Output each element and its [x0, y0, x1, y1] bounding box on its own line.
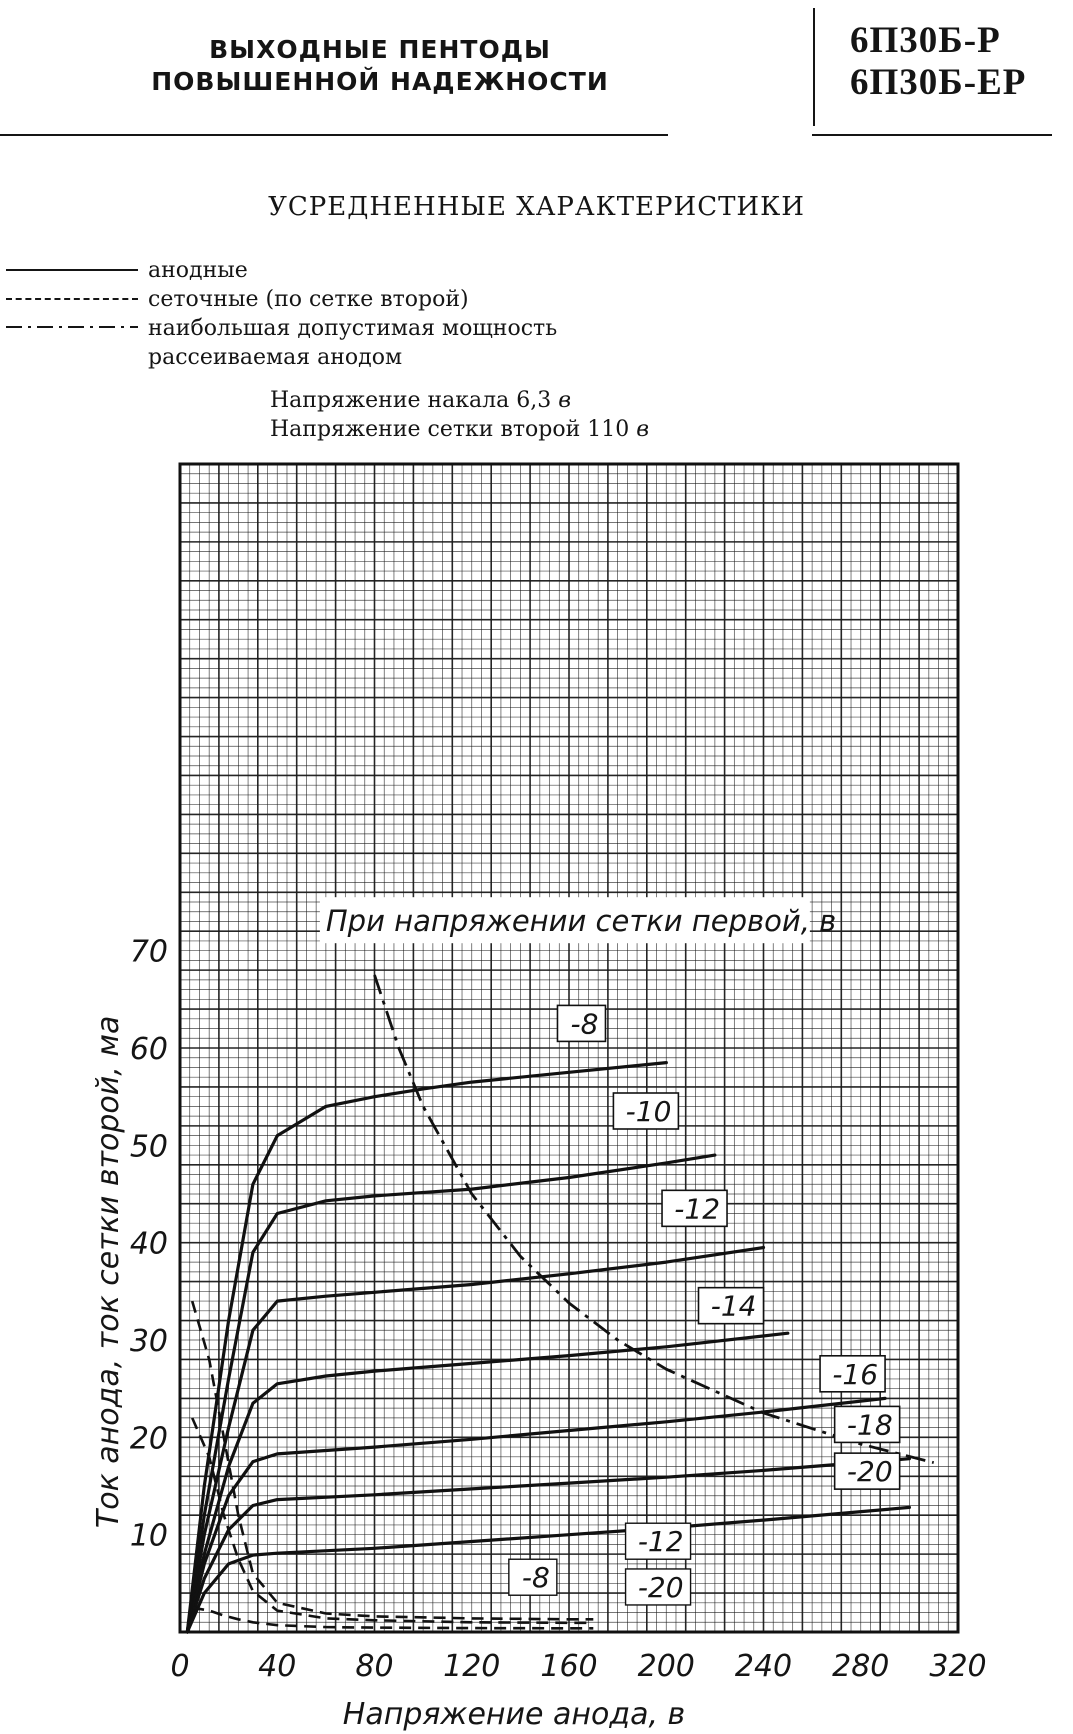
model-2: 6П30Б-ЕР	[850, 62, 1027, 103]
header-rule-right	[812, 134, 1052, 136]
screen-grid-curve-label: -8	[521, 1561, 550, 1595]
anode-curve	[187, 1459, 909, 1632]
legend-solid-sample	[6, 269, 138, 271]
characteristics-chart	[0, 440, 1073, 1734]
anode-curves	[187, 1063, 909, 1632]
screen-grid-voltage-unit: в	[636, 417, 650, 442]
y-tick-label: 50	[129, 1129, 168, 1165]
y-tick-label: 20	[129, 1421, 168, 1457]
header-divider	[813, 8, 815, 126]
anode-curve-label: -8	[570, 1007, 599, 1041]
legend-dashdot-sample	[6, 325, 138, 329]
legend-label-anode: анодные	[148, 258, 248, 283]
annotation-text: При напряжении сетки первой, в	[325, 904, 837, 939]
heater-voltage	[270, 386, 649, 415]
anode-curve-label: -18	[846, 1408, 893, 1442]
anode-curve-label: -14	[710, 1289, 757, 1323]
legend-label-max-power-cont: рассеиваемая анодом	[148, 345, 403, 370]
x-tick-label: 160	[540, 1649, 598, 1684]
header-title-line1: ВЫХОДНЫЕ ПЕНТОДЫ	[209, 35, 551, 64]
screen-grid-curve-label: -20	[637, 1570, 684, 1604]
y-axis-title: Ток анода, ток сетки второй, ма	[91, 1015, 126, 1529]
heater-voltage-text: Напряжение накала 6,3	[270, 388, 552, 413]
header-rule-left	[0, 134, 668, 136]
y-tick-label: 10	[129, 1518, 168, 1554]
header-title-line2: ПОВЫШЕННОЙ НАДЕЖНОСТИ	[151, 67, 609, 96]
subtitle: УСРЕДНЕННЫЕ ХАРАКТЕРИСТИКИ	[268, 192, 805, 222]
x-axis-title: Напряжение анода, в	[342, 1697, 686, 1732]
legend-label-screen-grid: сеточные (по сетке второй)	[148, 287, 469, 312]
model-1: 6П30Б-Р	[850, 20, 1001, 61]
screen-grid-voltage-text: Напряжение сетки второй 110	[270, 417, 630, 442]
x-tick-label: 320	[929, 1649, 987, 1684]
conditions	[270, 386, 649, 444]
y-tick-label: 30	[129, 1324, 168, 1359]
anode-curve	[187, 1063, 666, 1632]
anode-curve-label: -20	[846, 1455, 893, 1489]
x-tick-label: 0	[170, 1649, 190, 1684]
screen-grid-curve-label: -12	[637, 1525, 684, 1559]
anode-curve-label: -12	[674, 1192, 721, 1226]
anode-curve-label: -16	[832, 1357, 879, 1391]
anode-curve-label: -10	[625, 1095, 672, 1128]
legend-label-max-power: наибольшая допустимая мощность	[148, 316, 558, 341]
heater-voltage-unit: в	[558, 388, 572, 413]
x-tick-label: 80	[355, 1649, 394, 1684]
x-tick-label: 40	[258, 1649, 297, 1684]
header-title	[150, 34, 610, 98]
y-tick-label: 40	[129, 1226, 168, 1262]
model-designation	[850, 20, 1065, 104]
legend-dashed-sample	[6, 298, 138, 300]
y-tick-label: 70	[129, 934, 168, 970]
x-tick-label: 240	[734, 1649, 793, 1684]
x-tick-label: 280	[832, 1649, 890, 1684]
y-tick-label: 60	[129, 1032, 168, 1067]
x-tick-label: 120	[443, 1649, 501, 1684]
x-tick-label: 200	[637, 1649, 695, 1684]
